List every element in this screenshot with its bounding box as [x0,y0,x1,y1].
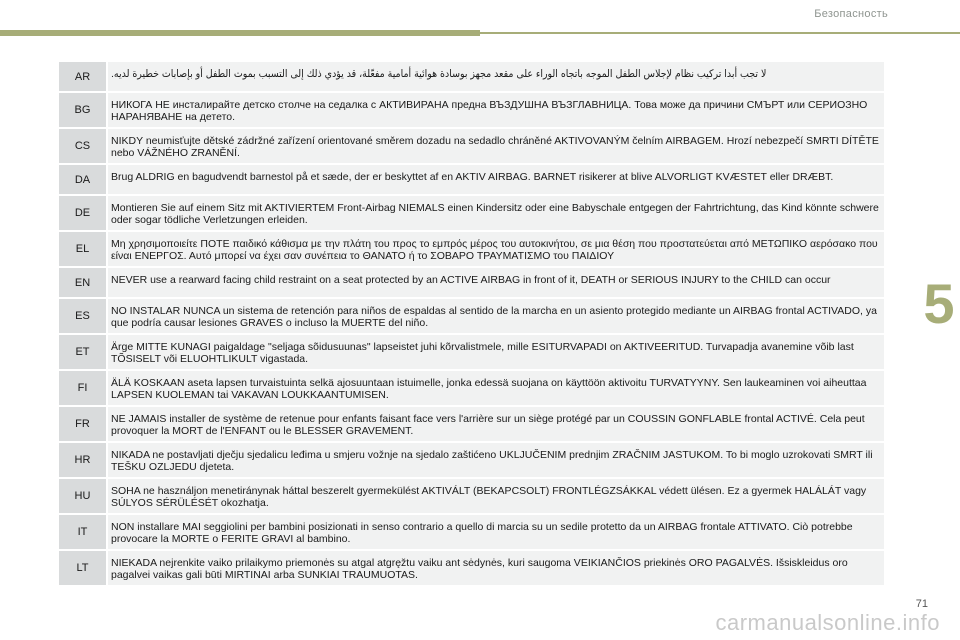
table-row [59,268,884,299]
watermark-text: carmanualsonline.info [715,610,940,635]
warning-text: NIEKADA nejrenkite vaiko prilaikymo priemonės su atgal atgręžtu vaiku ant sėdynės, kuri saugoma VEIKIANČIOS priekinės ORO PAGALVĖS. Išsiskleidus oro pagalvei vaikas gali būti MIRTINAI arba SUNKIAI TRAUMUOTAS. [108,551,884,585]
table-row [59,335,884,371]
language-code: EN [59,268,108,297]
warning-text: Montieren Sie auf einem Sitz mit AKTIVIERTEM Front-Airbag NIEMALS einen Kindersitz oder eine Babyschale entgegen der Fahrtrichtung, das Kind könnte schwere oder sogar tödliche Verletzungen erleiden. [108,196,884,230]
warning-text: SOHA ne használjon menetiránynak háttal beszerelt gyermekülést AKTIVÁLT (BEKAPCSOLT) FRONTLÉGZSÁKKAL védett ülésen. Ez a gyermek HALÁLÁT vagy SÚLYOS SÉRÜLÉSÉT okozhatja. [108,479,884,513]
language-code: LT [59,551,108,585]
warning-text: لا تجب أبدا تركيب نظام لإجلاس الطفل الموجه باتجاه الوراء على مقعد مجهز بوسادة هوائية أمامية مفعّلة، قد يؤدي ذلك إلى التسبب بموت الطفل أو بإصابات خطيرة لديه. [108,62,884,91]
page-number: 71 [915,598,928,610]
warning-text: NON installare MAI seggiolini per bambini posizionati in senso contrario a quello di marcia su un sedile protetto da un AIRBAG frontale ATTIVATO. Ciò potrebbe provocare la MORTE o FERITE GRAVI al bambino. [108,515,884,549]
warning-text: NIKADA ne postavljati dječju sjedalicu leđima u smjeru vožnje na sjedalo zaštićeno UKLJUČENIM prednjim ZRAČNIM JASTUKOM. To bi moglo uzrokovati SMRT ili TEŠKU OZLJEDU djeteta. [108,443,884,477]
warning-text: Μη χρησιμοποιείτε ΠΟΤΕ παιδικό κάθισμα με την πλάτη του προς το εμπρός μέρος του αυτοκινήτου, σε μια θέση που προστατεύεται από ΜΕΤΩΠΙΚΟ αερόσακο που είναι ΕΝΕΡΓΟΣ. Αυτό μπορεί να έχει σαν συνέπεια το ΘΑΝΑΤΟ ή το ΣΟΒΑΡΟ ΤΡΑΥΜΑΤΙΣΜΟ του ΠΑΙΔΙΟΥ [108,232,884,266]
table-row [59,515,884,551]
table-row [59,479,884,515]
language-code: HU [59,479,108,513]
language-code: FI [59,371,108,405]
warning-text: ÄLÄ KOSKAAN aseta lapsen turvaistuinta selkä ajosuuntaan istuimelle, jonka edessä suojana on käyttöön aktivoitu TURVATYYNY. Sen laukeaminen voi aiheuttaa LAPSEN KUOLEMAN tai VAKAVAN LOUKKAANTUMISEN. [108,371,884,405]
warning-text: Brug ALDRIG en bagudvendt barnestol på et sæde, der er beskyttet af en AKTIV AIRBAG. BARNET risikerer at blive ALVORLIGT KVÆSTET eller DRÆBT. [108,165,884,194]
table-row [59,165,884,196]
warning-text: Ärge MITTE KUNAGI paigaldage "seljaga sõidusuunas" lapseistet juhi kõrvalistmele, mille ESITURVAPADI on AKTIVEERITUD. Turvapadja avanemine võib last TÕSISELT või ELUOHTLIKULT vigastada. [108,335,884,369]
warning-text: NIKDY neumisťujte dětské zádržné zařízení orientované směrem dozadu na sedadlo chráněné AKTIVOVANÝM čelním AIRBAGEM. Hrozí nebezpečí SMRTI DÍTĚTE nebo VÁŽNÉHO ZRANĚNÍ. [108,129,884,163]
table-row [59,551,884,587]
warning-text: НИКОГА НЕ инсталирайте детско столче на седалка с АКТИВИРАНА предна ВЪЗДУШНА ВЪЗГЛАВНИЦА. Това може да причини СМЪРТ или СЕРИОЗНО НАРАНЯВАНЕ на детето. [108,93,884,127]
table-row [59,443,884,479]
language-code: FR [59,407,108,441]
warning-text: NEVER use a rearward facing child restraint on a seat protected by an ACTIVE AIRBAG in front of it, DEATH or SERIOUS INJURY to the CHILD can occur [108,268,884,297]
language-code: AR [59,62,108,91]
warning-text: NE JAMAIS installer de système de retenue pour enfants faisant face vers l'arrière sur un siège protégé par un COUSSIN GONFLABLE frontal ACTIVÉ. Cela peut provoquer la MORT de l'ENFANT ou le BLESSER GRAVEMENT. [108,407,884,441]
language-code: EL [59,232,108,266]
header-rule [480,32,960,34]
language-code: DA [59,165,108,194]
language-code: ET [59,335,108,369]
table-row [59,196,884,232]
language-code: BG [59,93,108,127]
header-accent-bar [0,30,480,36]
table-row [59,371,884,407]
language-code: HR [59,443,108,477]
table-row [59,129,884,165]
language-code: DE [59,196,108,230]
language-code: IT [59,515,108,549]
table-row [59,299,884,335]
table-row [59,93,884,129]
language-code: CS [59,129,108,163]
table-row [59,62,884,93]
language-code: ES [59,299,108,333]
table-row [59,407,884,443]
warning-text: NO INSTALAR NUNCA un sistema de retención para niños de espaldas al sentido de la marcha en un asiento protegido mediante un AIRBAG frontal ACTIVADO, ya que podría causar lesiones GRAVES o incluso la MUERTE del niño. [108,299,884,333]
table-row [59,232,884,268]
warning-table [59,61,884,587]
chapter-tab: 5 [923,271,955,335]
section-title: Безопасность [814,8,888,20]
